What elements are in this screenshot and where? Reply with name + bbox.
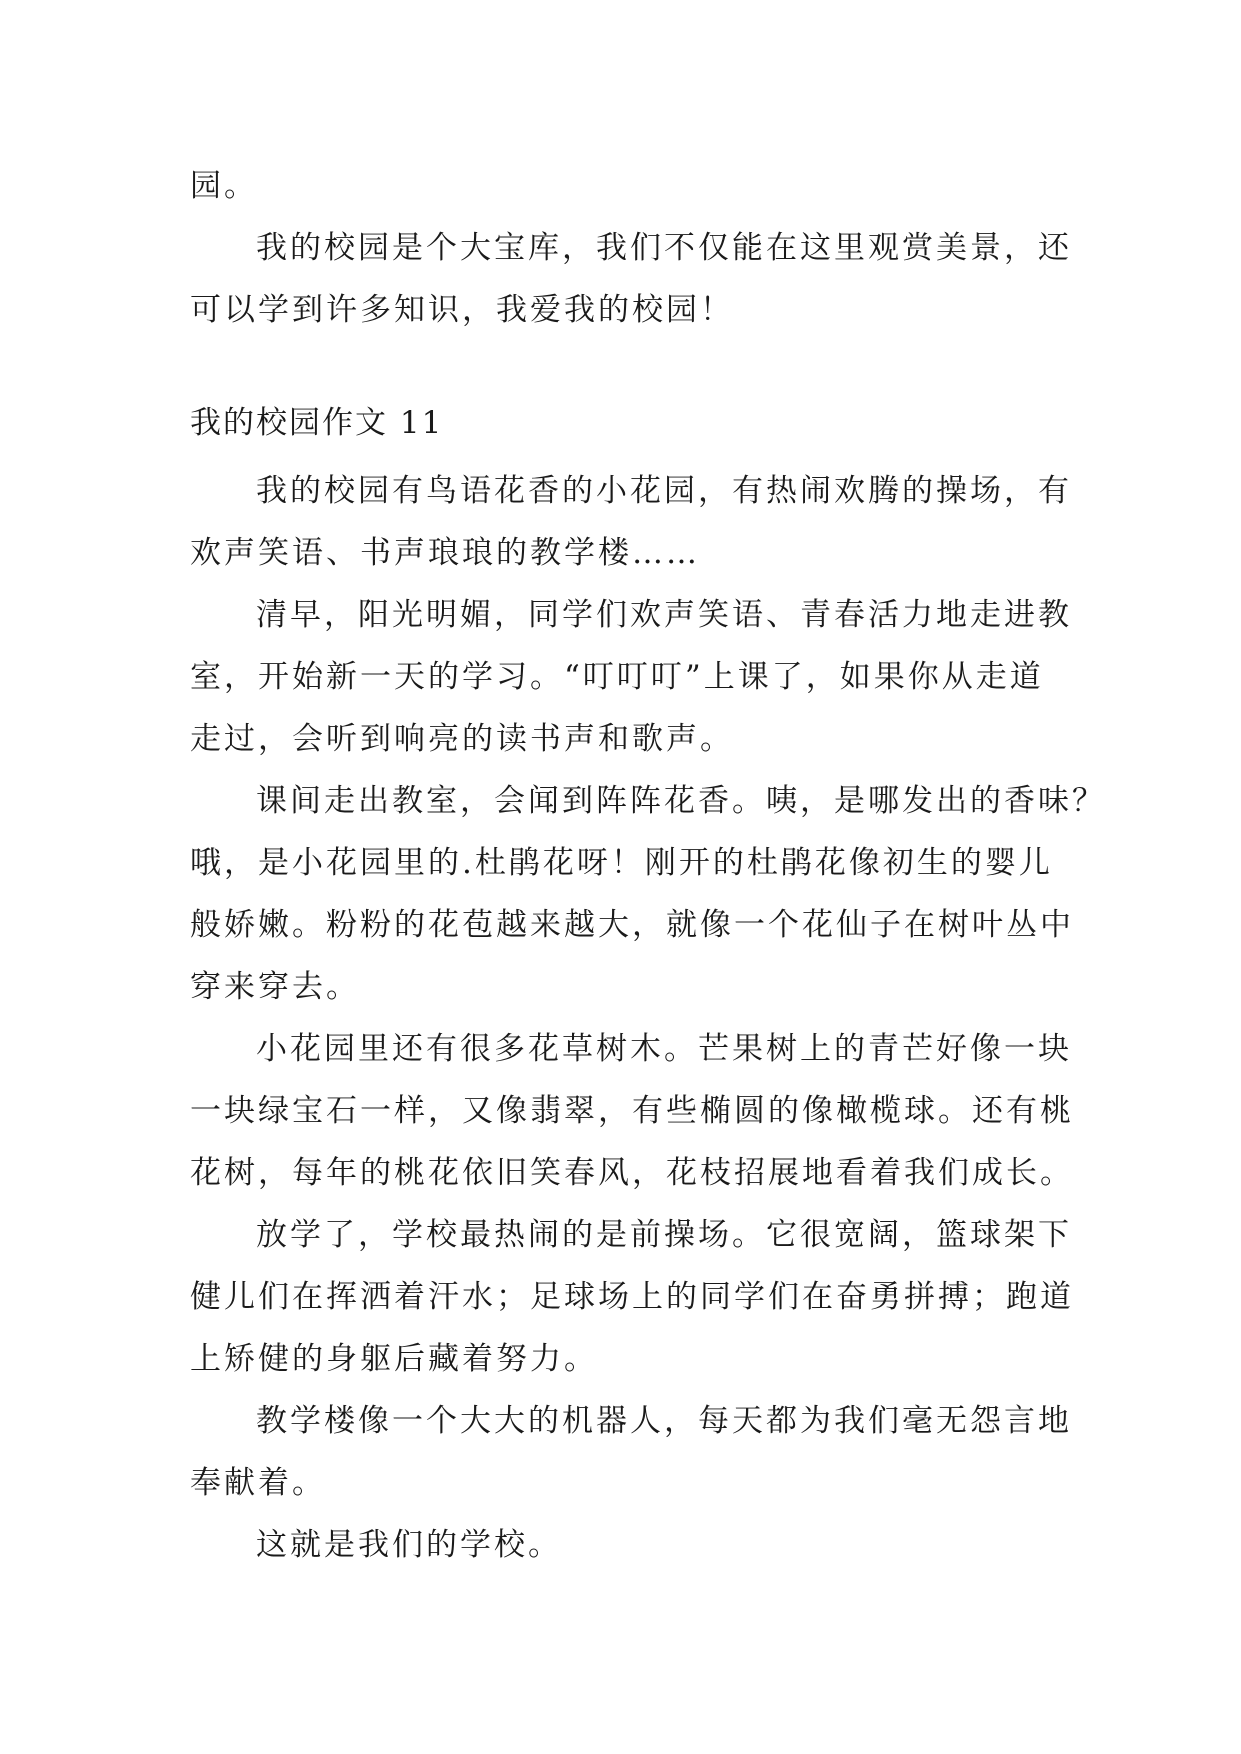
- text-line: 欢声笑语、书声琅琅的教学楼……: [190, 535, 700, 571]
- text-line: 奉献着。: [190, 1465, 326, 1501]
- text-line: 一块绿宝石一样，又像翡翠，有些椭圆的像橄榄球。还有桃: [190, 1093, 1074, 1129]
- text-line: 我的校园是个大宝库，我们不仅能在这里观赏美景，还: [256, 230, 1072, 266]
- text-line: 可以学到许多知识，我爱我的校园！: [190, 292, 734, 328]
- text-line: 园。: [190, 168, 258, 204]
- text-line: 健儿们在挥洒着汗水；足球场上的同学们在奋勇拼搏；跑道: [190, 1279, 1074, 1315]
- essay-body: [190, 460, 1106, 1576]
- text-line: 般娇嫩。粉粉的花苞越来越大，就像一个花仙子在树叶丛中: [190, 907, 1074, 943]
- text-line: 这就是我们的学校。: [256, 1527, 562, 1563]
- essay-title: 我的校园作文 11: [190, 405, 444, 441]
- text-line: 走过，会听到响亮的读书声和歌声。: [190, 721, 734, 757]
- text-line: 哦，是小花园里的.杜鹃花呀！刚开的杜鹃花像初生的婴儿: [190, 845, 1053, 881]
- text-line: 清早，阳光明媚，同学们欢声笑语、青春活力地走进教: [256, 597, 1072, 633]
- text-line: 小花园里还有很多花草树木。芒果树上的青芒好像一块: [256, 1031, 1072, 1067]
- text-line: 上矫健的身躯后藏着努力。: [190, 1341, 598, 1377]
- text-line: 课间走出教室，会闻到阵阵花香。咦，是哪发出的香味？: [256, 783, 1106, 819]
- text-line: 室，开始新一天的学习。“叮叮叮”上课了，如果你从走道: [190, 659, 1044, 695]
- text-line: 我的校园有鸟语花香的小花园，有热闹欢腾的操场，有: [256, 473, 1072, 509]
- text-line: 放学了，学校最热闹的是前操场。它很宽阔，篮球架下: [256, 1217, 1072, 1253]
- previous-essay-ending: [190, 155, 1072, 341]
- text-line: 花树，每年的桃花依旧笑春风，花枝招展地看着我们成长。: [190, 1155, 1074, 1191]
- text-line: 教学楼像一个大大的机器人，每天都为我们毫无怨言地: [256, 1403, 1072, 1439]
- text-line: 穿来穿去。: [190, 969, 360, 1005]
